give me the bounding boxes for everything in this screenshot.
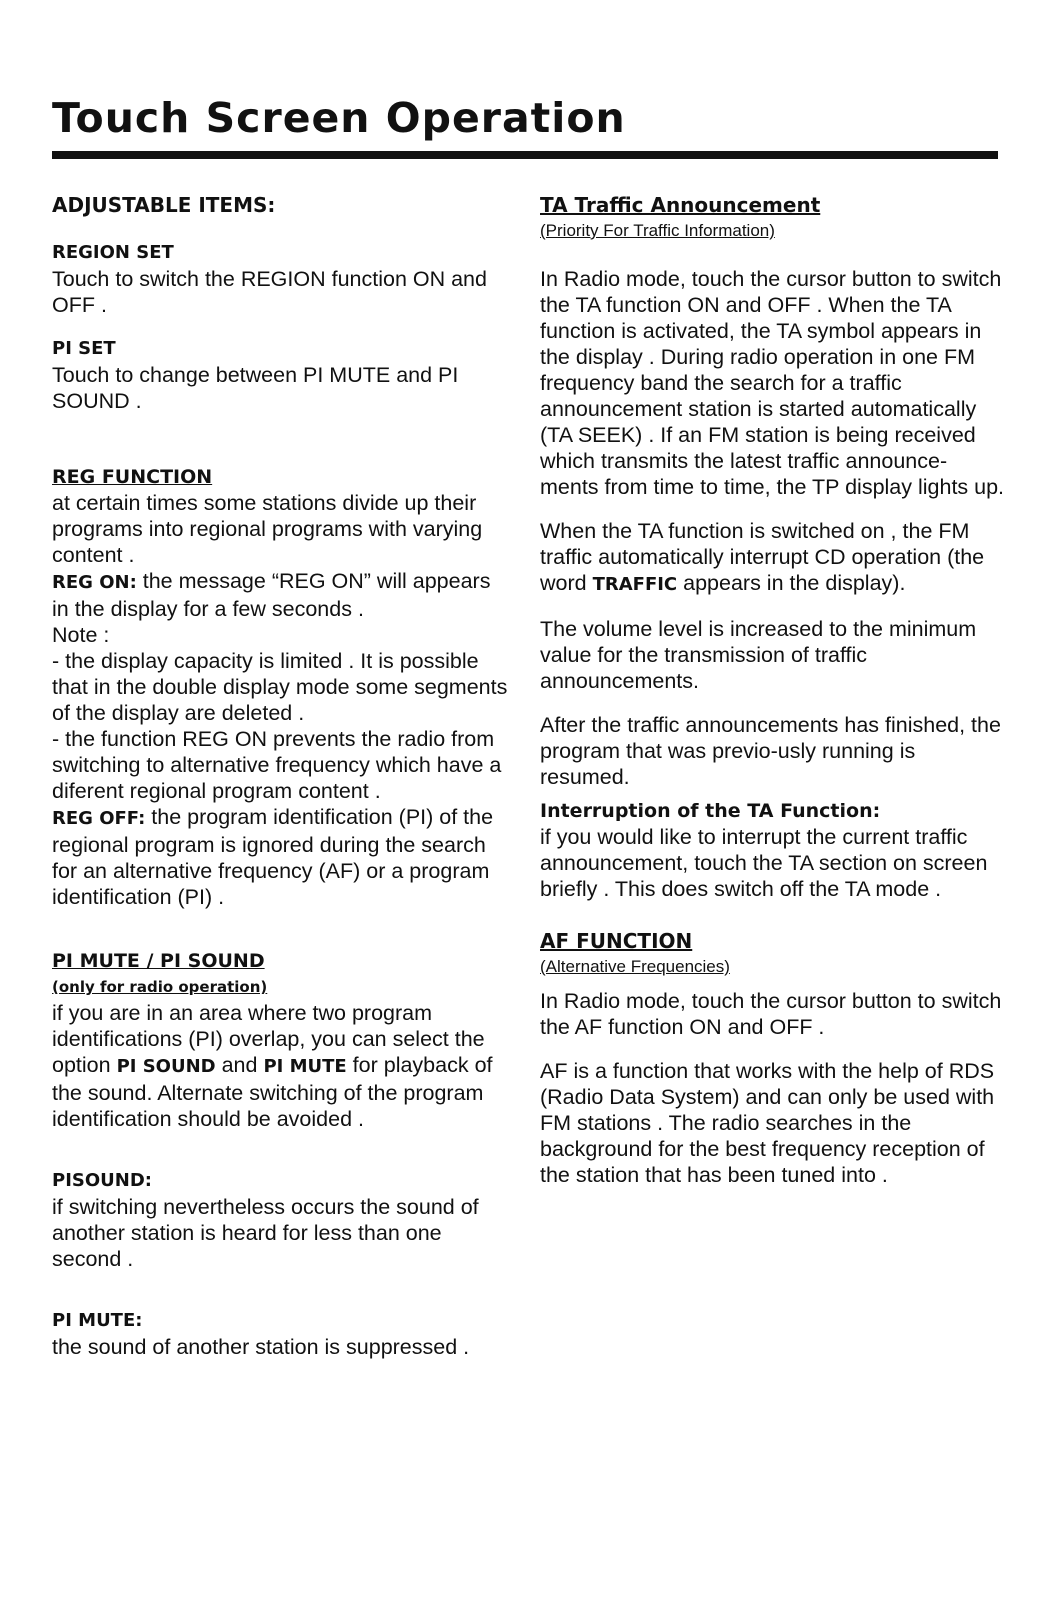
reg-on-paragraph bbox=[52, 568, 512, 622]
reg-on-label: REG ON: bbox=[52, 572, 137, 593]
pisound-heading: PISOUND: bbox=[52, 1170, 152, 1191]
ta-paragraph-2-a: When the TA function is switched on , the FM traffic automatically interrupt CD operation (the word bbox=[540, 519, 985, 595]
pi-set-text: Touch to change between PI MUTE and PI SOUND . bbox=[52, 363, 459, 413]
reg-off-label: REG OFF: bbox=[52, 808, 146, 829]
pi-set-heading: PI SET bbox=[52, 338, 116, 359]
page-title: Touch Screen Operation bbox=[52, 94, 626, 142]
title-rule bbox=[52, 151, 998, 159]
right-column bbox=[540, 192, 1005, 1188]
region-set-heading: REGION SET bbox=[52, 242, 174, 263]
ta-paragraph-2-b: appears in the display). bbox=[677, 571, 906, 595]
ta-interruption-text: if you would like to interrupt the current traffic announcement, touch the TA section on screen briefly . This does switch off the TA mode . bbox=[540, 825, 988, 901]
region-set-text: Touch to switch the REGION function ON and OFF . bbox=[52, 267, 487, 317]
af-subheading: (Alternative Frequencies) bbox=[540, 957, 730, 976]
ta-heading: TA Traffic Announcement bbox=[540, 193, 821, 217]
af-paragraph-1: In Radio mode, touch the cursor button to switch the AF function ON and OFF . bbox=[540, 989, 1002, 1039]
ta-paragraph-2 bbox=[540, 518, 1005, 598]
ta-paragraph-1: In Radio mode, touch the cursor button to switch the TA function ON and OFF . When the TA function is activated, the TA symbol appears in the display . During radio operation in one FM frequency band the search for a traffic announcement station is started automatically (TA SEEK) . If an FM station is being received which transmits the latest traffic announce-ments from time to time, the TP display lights up. bbox=[540, 267, 1005, 499]
note-label: Note : bbox=[52, 623, 110, 647]
af-paragraph-2: AF is a function that works with the help of RDS (Radio Data System) and can only be used with FM stations . The radio searches in the background for the best frequency reception of the station that has been tuned into . bbox=[540, 1059, 995, 1187]
ta-paragraph-3: The volume level is increased to the minimum value for the transmission of traffic announcements. bbox=[540, 617, 977, 693]
pimute-heading: PI MUTE: bbox=[52, 1310, 143, 1331]
pi-mute-sound-text bbox=[52, 1000, 512, 1132]
reg-function-intro: at certain times some stations divide up their programs into regional programs with varying content . bbox=[52, 491, 483, 567]
ta-subheading: (Priority For Traffic Information) bbox=[540, 221, 775, 240]
note-item-2: - the function REG ON prevents the radio from switching to alternative frequency which have a diferent regional program content . bbox=[52, 727, 502, 803]
ta-paragraph-4: After the traffic announcements has finished, the program that was previo-usly running is resumed. bbox=[540, 713, 1001, 789]
pi-mute-sound-text-c: for playback of the sound. Alternate switching of the program identification should be avoided . bbox=[52, 1053, 493, 1131]
pimute-text: the sound of another station is suppressed . bbox=[52, 1335, 470, 1359]
note-item-1: - the display capacity is limited . It is possible that in the double display mode some segments of the display are deleted . bbox=[52, 649, 508, 725]
af-heading: AF FUNCTION bbox=[540, 929, 693, 953]
adjustable-items-heading: ADJUSTABLE ITEMS: bbox=[52, 193, 276, 217]
reg-off-text: the program identification (PI) of the regional program is ignored during the search for an alternative frequency (AF) or a program identification (PI) . bbox=[52, 805, 494, 909]
reg-off-paragraph bbox=[52, 804, 512, 910]
pisound-text: if switching nevertheless occurs the sound of another station is heard for less than one second . bbox=[52, 1195, 479, 1271]
ta-interruption-heading: Interruption of the TA Function: bbox=[540, 800, 881, 822]
pi-mute-option: PI MUTE bbox=[263, 1056, 347, 1077]
left-column bbox=[52, 192, 512, 1360]
reg-on-text: the message “REG ON” will appears in the display for a few seconds . bbox=[52, 569, 491, 621]
pi-sound-option: PI SOUND bbox=[116, 1056, 216, 1077]
pi-mute-sound-text-b: and bbox=[215, 1053, 264, 1077]
reg-function-heading: REG FUNCTION bbox=[52, 466, 213, 488]
pi-mute-sound-subheading: (only for radio operation) bbox=[52, 978, 268, 996]
pi-mute-sound-text-a: if you are in an area where two program identifications (PI) overlap, you can select the option bbox=[52, 1001, 485, 1077]
pi-mute-sound-heading: PI MUTE / PI SOUND bbox=[52, 950, 265, 972]
traffic-word: TRAFFIC bbox=[592, 574, 678, 595]
